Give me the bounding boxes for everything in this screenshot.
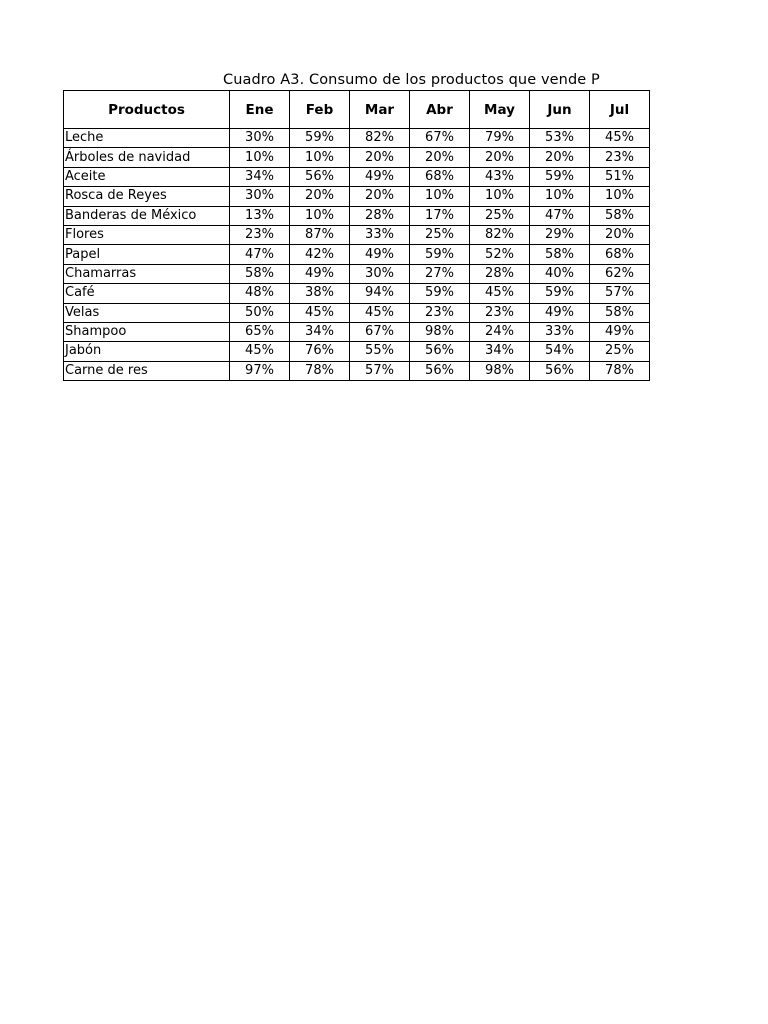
value-cell: 97%	[230, 361, 290, 380]
table-row	[64, 187, 650, 206]
value-cell: 20%	[590, 225, 650, 244]
value-cell: 10%	[530, 187, 590, 206]
header-cell-abr: Abr	[410, 91, 470, 129]
value-cell: 34%	[290, 322, 350, 341]
product-name-cell: Banderas de México	[64, 206, 230, 225]
value-cell: 10%	[470, 187, 530, 206]
value-cell: 20%	[530, 148, 590, 167]
table-row	[64, 225, 650, 244]
value-cell: 30%	[230, 129, 290, 148]
value-cell: 23%	[590, 148, 650, 167]
product-name-cell: Café	[64, 284, 230, 303]
value-cell: 68%	[410, 167, 470, 186]
value-cell: 62%	[590, 264, 650, 283]
value-cell: 23%	[410, 303, 470, 322]
product-name-cell: Chamarras	[64, 264, 230, 283]
value-cell: 38%	[290, 284, 350, 303]
value-cell: 20%	[410, 148, 470, 167]
value-cell: 25%	[590, 342, 650, 361]
title-area	[0, 70, 651, 90]
header-cell-jul: Jul	[590, 91, 650, 129]
value-cell: 59%	[410, 284, 470, 303]
value-cell: 67%	[410, 129, 470, 148]
value-cell: 25%	[410, 225, 470, 244]
table-row	[64, 167, 650, 186]
value-cell: 49%	[590, 322, 650, 341]
value-cell: 56%	[410, 342, 470, 361]
value-cell: 30%	[230, 187, 290, 206]
table-row	[64, 245, 650, 264]
value-cell: 45%	[470, 284, 530, 303]
product-name-cell: Papel	[64, 245, 230, 264]
value-cell: 79%	[470, 129, 530, 148]
value-cell: 54%	[530, 342, 590, 361]
header-cell-mar: Mar	[350, 91, 410, 129]
value-cell: 55%	[350, 342, 410, 361]
value-cell: 45%	[350, 303, 410, 322]
value-cell: 10%	[230, 148, 290, 167]
value-cell: 98%	[470, 361, 530, 380]
table-row	[64, 264, 650, 283]
table-row	[64, 284, 650, 303]
value-cell: 13%	[230, 206, 290, 225]
value-cell: 98%	[410, 322, 470, 341]
value-cell: 43%	[470, 167, 530, 186]
value-cell: 40%	[530, 264, 590, 283]
value-cell: 49%	[350, 245, 410, 264]
header-cell-may: May	[470, 91, 530, 129]
value-cell: 52%	[470, 245, 530, 264]
value-cell: 10%	[410, 187, 470, 206]
value-cell: 76%	[290, 342, 350, 361]
value-cell: 10%	[290, 206, 350, 225]
value-cell: 10%	[590, 187, 650, 206]
value-cell: 68%	[590, 245, 650, 264]
product-name-cell: Rosca de Reyes	[64, 187, 230, 206]
value-cell: 29%	[530, 225, 590, 244]
header-row	[64, 91, 650, 129]
value-cell: 56%	[290, 167, 350, 186]
value-cell: 58%	[530, 245, 590, 264]
value-cell: 59%	[530, 167, 590, 186]
value-cell: 56%	[530, 361, 590, 380]
value-cell: 59%	[290, 129, 350, 148]
value-cell: 78%	[590, 361, 650, 380]
value-cell: 49%	[290, 264, 350, 283]
value-cell: 82%	[350, 129, 410, 148]
value-cell: 49%	[530, 303, 590, 322]
value-cell: 47%	[530, 206, 590, 225]
value-cell: 67%	[350, 322, 410, 341]
table-row	[64, 322, 650, 341]
value-cell: 45%	[290, 303, 350, 322]
value-cell: 87%	[290, 225, 350, 244]
value-cell: 57%	[350, 361, 410, 380]
value-cell: 20%	[470, 148, 530, 167]
product-name-cell: Árboles de navidad	[64, 148, 230, 167]
value-cell: 56%	[410, 361, 470, 380]
table-row	[64, 342, 650, 361]
value-cell: 47%	[230, 245, 290, 264]
value-cell: 20%	[350, 148, 410, 167]
value-cell: 28%	[470, 264, 530, 283]
table-row	[64, 361, 650, 380]
product-name-cell: Aceite	[64, 167, 230, 186]
product-name-cell: Shampoo	[64, 322, 230, 341]
value-cell: 34%	[230, 167, 290, 186]
value-cell: 50%	[230, 303, 290, 322]
value-cell: 59%	[410, 245, 470, 264]
value-cell: 57%	[590, 284, 650, 303]
table-row	[64, 129, 650, 148]
header-cell-productos: Productos	[64, 91, 230, 129]
header-cell-feb: Feb	[290, 91, 350, 129]
value-cell: 30%	[350, 264, 410, 283]
value-cell: 20%	[290, 187, 350, 206]
value-cell: 33%	[350, 225, 410, 244]
value-cell: 58%	[590, 303, 650, 322]
value-cell: 65%	[230, 322, 290, 341]
value-cell: 45%	[590, 129, 650, 148]
value-cell: 45%	[230, 342, 290, 361]
header-cell-jun: Jun	[530, 91, 590, 129]
table-row	[64, 303, 650, 322]
value-cell: 42%	[290, 245, 350, 264]
header-cell-ene: Ene	[230, 91, 290, 129]
value-cell: 78%	[290, 361, 350, 380]
value-cell: 58%	[230, 264, 290, 283]
value-cell: 48%	[230, 284, 290, 303]
value-cell: 49%	[350, 167, 410, 186]
value-cell: 51%	[590, 167, 650, 186]
value-cell: 27%	[410, 264, 470, 283]
value-cell: 34%	[470, 342, 530, 361]
value-cell: 24%	[470, 322, 530, 341]
table-row	[64, 206, 650, 225]
product-name-cell: Carne de res	[64, 361, 230, 380]
product-name-cell: Flores	[64, 225, 230, 244]
value-cell: 23%	[230, 225, 290, 244]
table-row	[64, 148, 650, 167]
value-cell: 94%	[350, 284, 410, 303]
value-cell: 82%	[470, 225, 530, 244]
value-cell: 23%	[470, 303, 530, 322]
value-cell: 59%	[530, 284, 590, 303]
product-name-cell: Velas	[64, 303, 230, 322]
product-name-cell: Leche	[64, 129, 230, 148]
value-cell: 17%	[410, 206, 470, 225]
value-cell: 53%	[530, 129, 590, 148]
table-title: Cuadro A3. Consumo de los productos que vende P	[223, 72, 600, 88]
value-cell: 28%	[350, 206, 410, 225]
table-body	[64, 129, 650, 381]
consumption-table	[63, 90, 650, 381]
value-cell: 20%	[350, 187, 410, 206]
value-cell: 10%	[290, 148, 350, 167]
value-cell: 58%	[590, 206, 650, 225]
product-name-cell: Jabón	[64, 342, 230, 361]
value-cell: 33%	[530, 322, 590, 341]
value-cell: 25%	[470, 206, 530, 225]
